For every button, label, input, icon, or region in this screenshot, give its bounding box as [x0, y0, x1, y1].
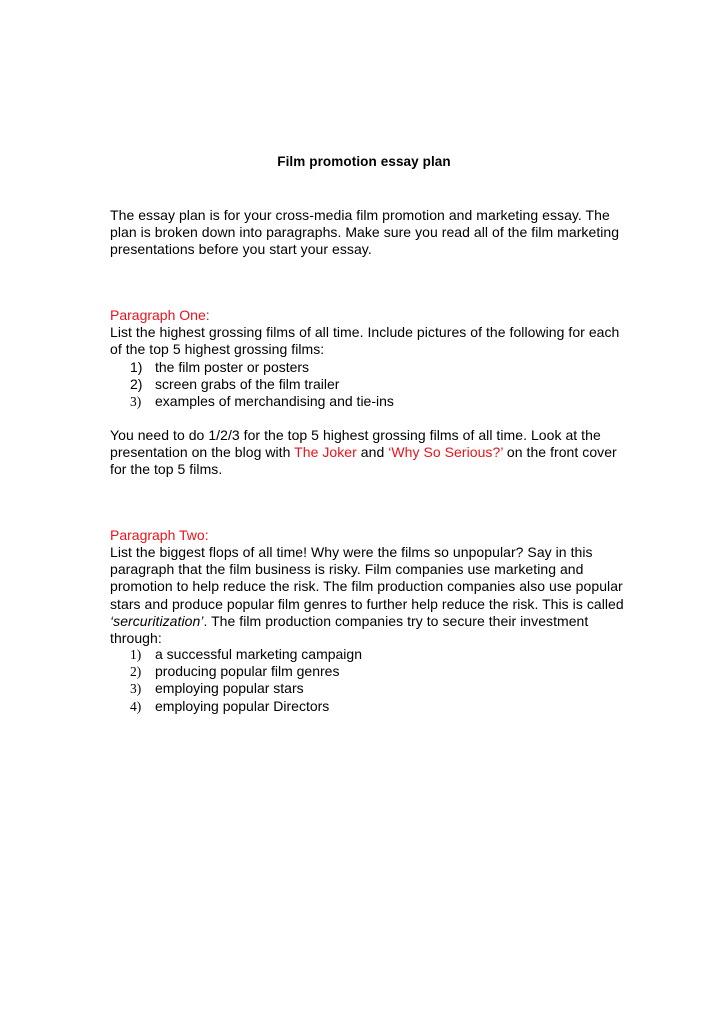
joker-reference: The Joker: [294, 444, 357, 461]
why-so-serious-reference: ‘Why So Serious?’: [388, 444, 503, 461]
list-item-number: 2): [130, 664, 142, 680]
list-item-number: 1): [130, 647, 142, 662]
list-item-label: employing popular stars: [155, 680, 304, 697]
list-item: [110, 376, 394, 393]
sercuritization-term: ‘sercuritization’: [110, 612, 204, 629]
paragraph-one-list: [110, 359, 394, 411]
document-title: Film promotion essay plan: [277, 154, 451, 169]
note-text: You need to do 1/2/3 for the top 5 highest grossing films of all time. Look at the presentation on the blog with: [110, 427, 601, 461]
paragraph-two-text: [110, 544, 630, 647]
list-item-number: 3): [130, 681, 142, 697]
list-item-label: screen grabs of the film trailer: [155, 376, 340, 393]
paragraph-two-body-end: . The film production companies try to secure their investment through:: [110, 612, 589, 647]
list-item-label: producing popular film genres: [155, 663, 340, 680]
list-item: [110, 359, 394, 376]
list-item-number: 3): [130, 394, 142, 410]
paragraph-two-list: [110, 646, 362, 715]
list-item: [110, 393, 394, 410]
paragraph-two-heading: Paragraph Two:: [110, 527, 209, 543]
list-item: [110, 698, 362, 715]
list-item-label: the film poster or posters: [155, 359, 310, 375]
list-item: [110, 663, 362, 680]
note-text: and: [356, 444, 389, 461]
paragraph-two-body: List the biggest flops of all time! Why were the films so unpopular? Say in this paragraph that the film business is risky. Film companies use marketing and promotion to help reduce the risk. The film production companies also use popular stars and produce popular film genres to further help reduce the risk. This is called: [110, 544, 624, 612]
list-item-number: 4): [130, 698, 142, 714]
list-item-label: employing popular Directors: [155, 697, 330, 714]
note-text: on the front cover for the top 5 films.: [110, 444, 617, 478]
list-item: [110, 646, 362, 663]
list-item-label: examples of merchandising and tie-ins: [155, 393, 394, 410]
list-item-number: 2): [130, 376, 143, 393]
list-item-number: 1): [130, 359, 143, 375]
intro-paragraph: The essay plan is for your cross-media film promotion and marketing essay. The plan is broken down into paragraphs. Make sure you read all of the film marketing presentations before you start your essay.: [110, 207, 620, 258]
paragraph-one-note: [110, 427, 630, 479]
list-item-label: a successful marketing campaign: [155, 646, 362, 662]
paragraph-one-heading: Paragraph One:: [110, 307, 210, 323]
list-item: [110, 680, 362, 697]
paragraph-one-text: List the highest grossing films of all time. Include pictures of the following for each of the top 5 highest grossing films:: [110, 324, 620, 358]
